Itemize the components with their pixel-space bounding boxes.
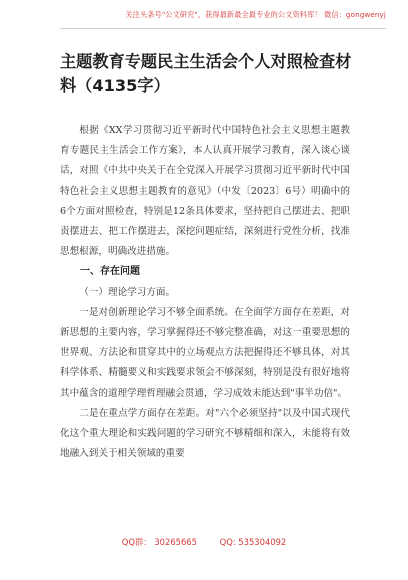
- intro-paragraph: 根据《XX学习贯彻习近平新时代中国特色社会主义思想主题教育专题民主生活会工作方案》，本人认真开展学习教育，深入谈心谈话，对照《中共中央关于在全党深入开展学习贯彻习近平新时代中国特色社会主义思想主题教育的意见》（中发〔2023〕6号）明确中的6个方面对照检查，特别是12条具体要求，坚持把自己摆进去、把职责摆进去、把工作摆进去，深挖问题症结，深刻进行党性分析，找准思想根源，明确改进措施。: [60, 125, 350, 258]
- promo-header: 关注头条号"公文研究"，获得最新最全最专业的公文资料库！ 微信：gongwenyj: [125, 10, 386, 19]
- header-divider: [60, 28, 386, 29]
- document-body: [60, 121, 350, 464]
- qq-number: QQ: 535304092: [219, 537, 287, 547]
- paragraph-point-one: 一是对创新理论学习不够全面系统。在全面学方面存在差距，对新思想的主要内容，学习掌握得还不够完整准确，对这一重要思想的世界观、方法论和贯穿其中的立场观点方法把握得还不够具体，对其科学体系、精髓要义和实践要求领会不够深刻，特别是没有很好地将其中蕴含的道理学理哲理融会贯通，学习成效未能达到"事半功倍"。: [60, 306, 350, 399]
- subsection-heading-theory: （一）理论学习方面。: [79, 286, 176, 298]
- section-heading-issues: 一、存在问题: [80, 266, 140, 278]
- paragraph-point-two: 二是在重点学方面存在差距。对"六个必须坚持"以及中国式现代化这个重大理论和实践问题的学习研究不够精细和深入，未能将有效地融入到关于相关领域的重要: [60, 407, 350, 460]
- document-title: 主题教育专题民主生活会个人对照检查材料（4135字）: [60, 52, 352, 95]
- qq-group-number: QQ群： 30265665: [121, 537, 197, 547]
- contact-footer: [0, 536, 408, 548]
